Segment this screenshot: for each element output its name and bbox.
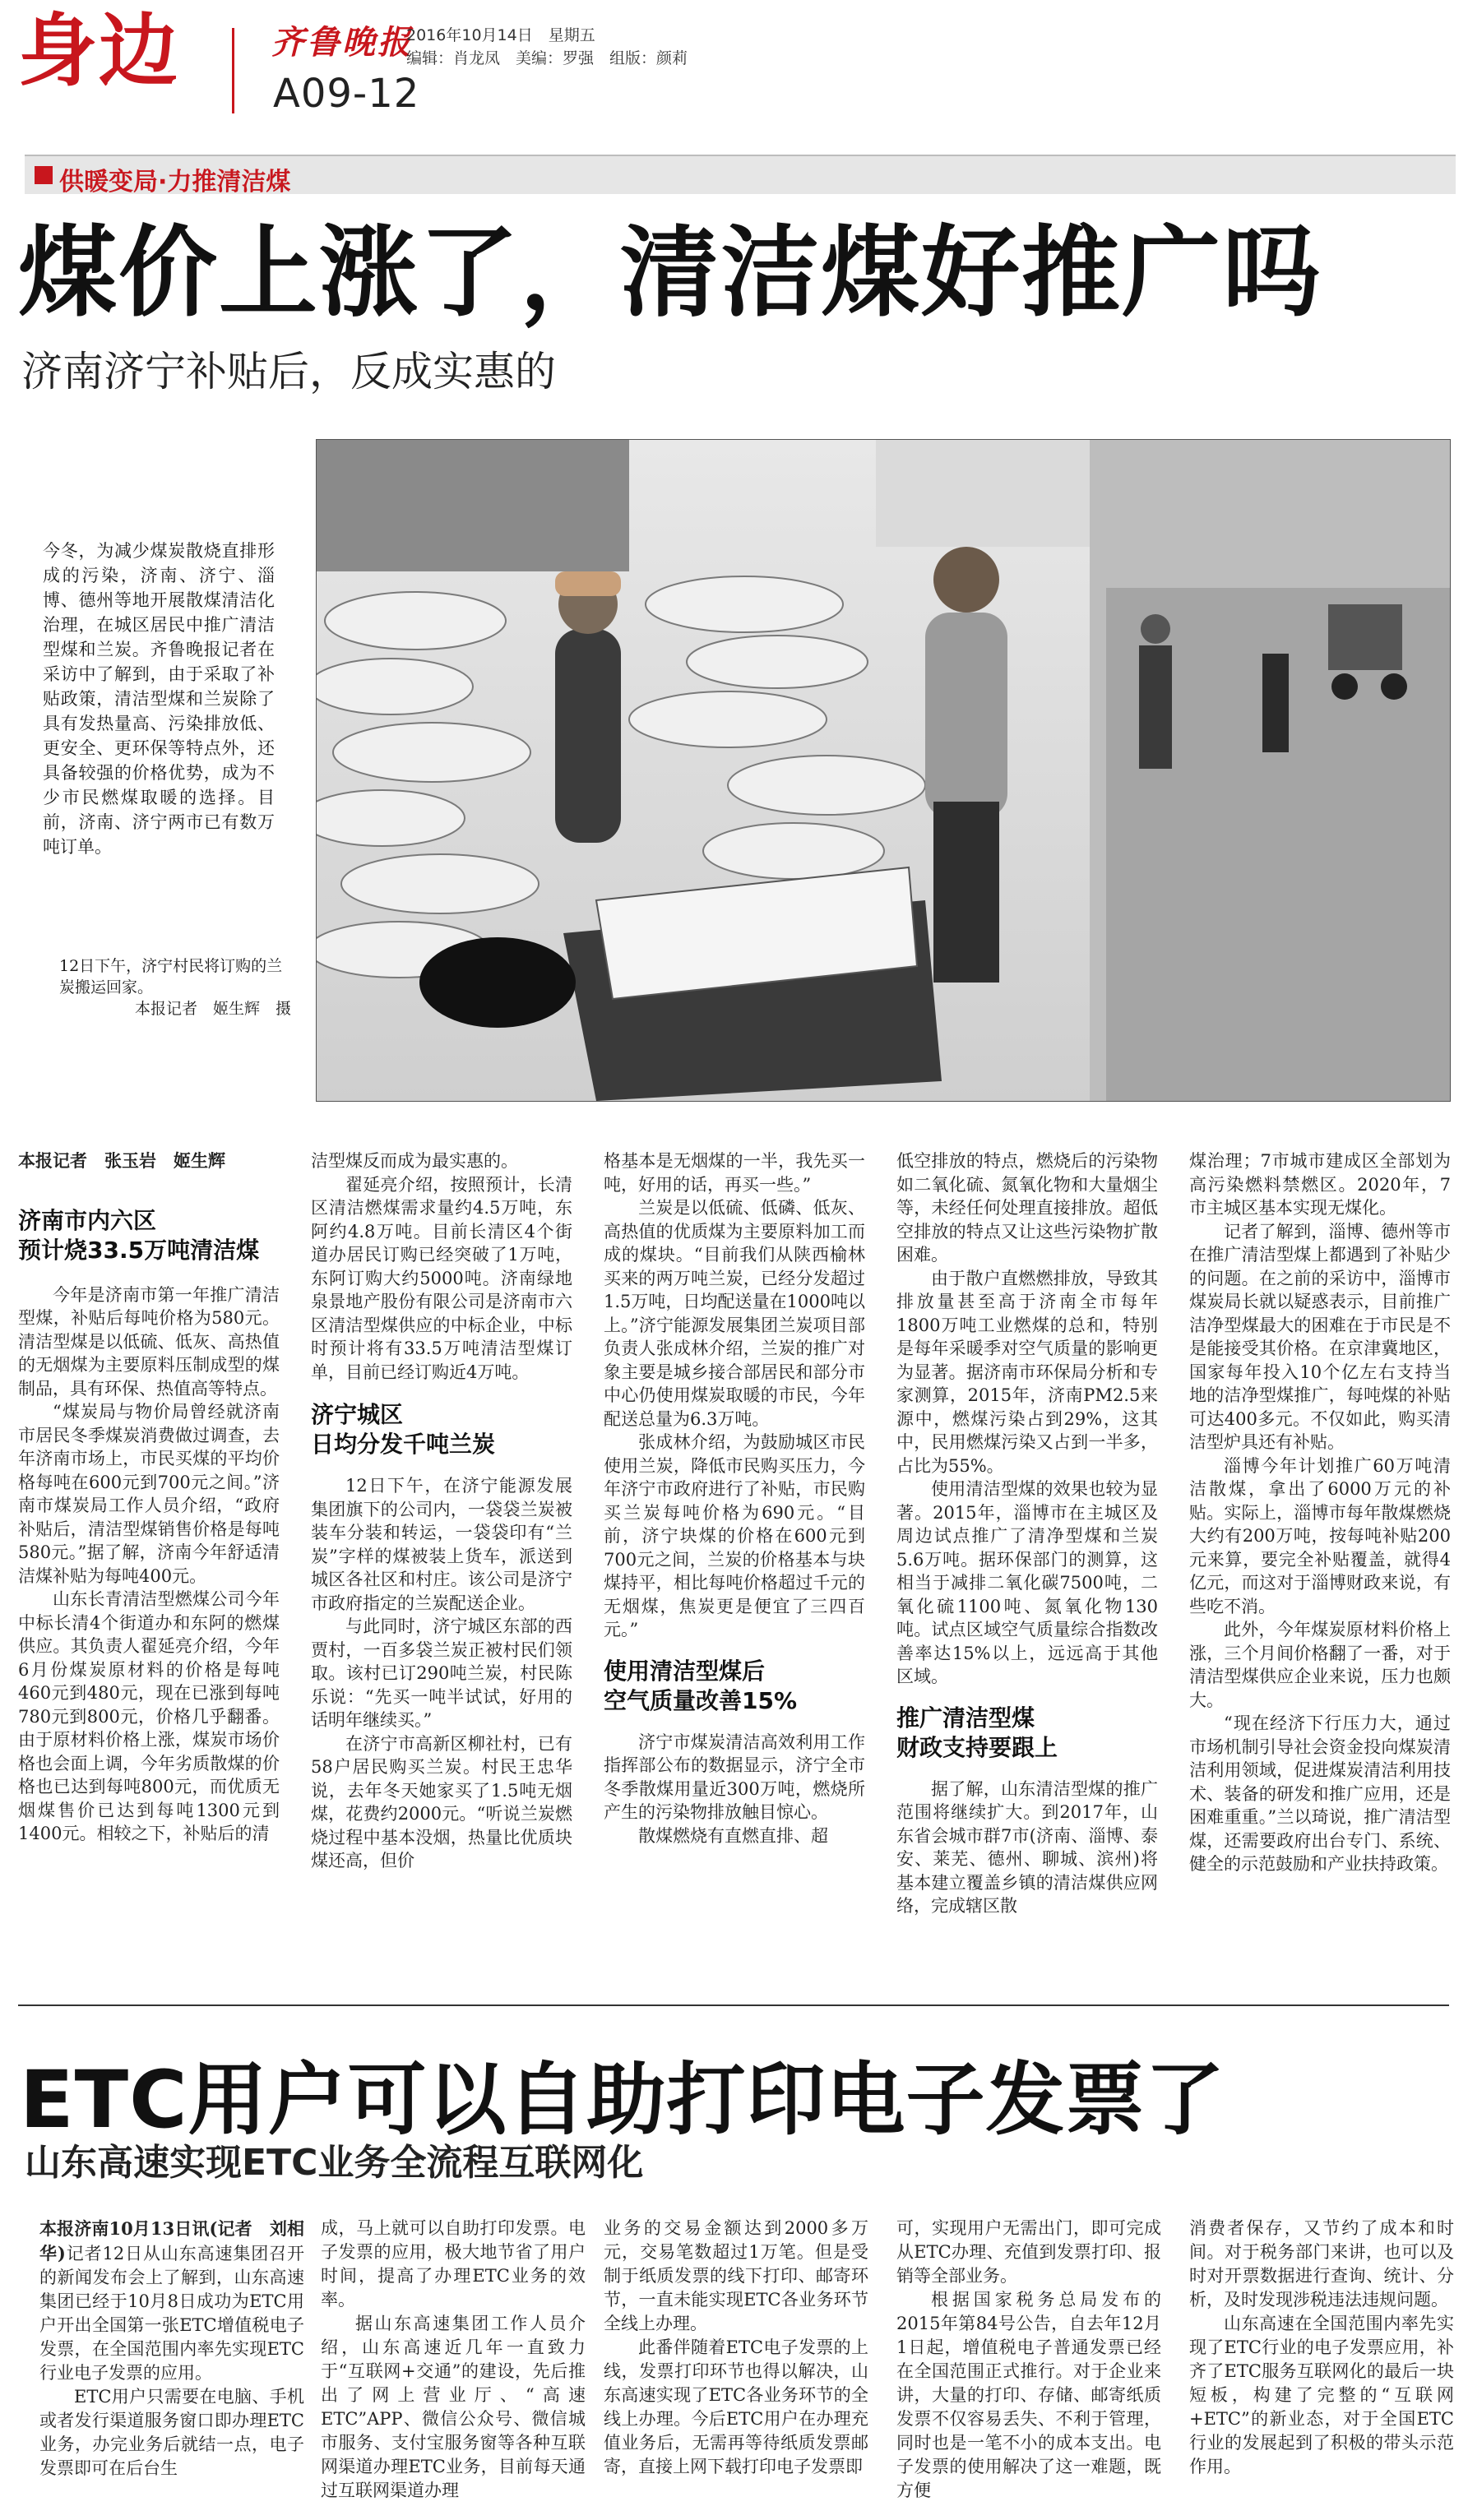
paragraph: 成，马上就可以自助打印发票。电子发票的应用，极大地节省了用户时间，提高了办理ETC业务的效率。 — [321, 2218, 586, 2310]
article2-column-3 — [604, 2217, 868, 2479]
paragraph: 由于散户直燃燃排放，导致其排放量甚至高于济南全市每年1800万吨工业燃煤的总和，特别是每年采暖季对空气质量的影响更为显著。据济南市环保局分析和专家测算，2015年，济南PM2.5来源中，燃煤污染占到29%，这其中，民用燃煤污染又占到一半多，占比为55%。 — [896, 1268, 1158, 1476]
paragraph: 兰炭是以低硫、低磷、低灰、高热值的优质煤为主要原料加工而成的煤块。“目前我们从陕西榆林买来的两万吨兰炭，已经分发超过1.5万吨，日均配送量在1000吨以上。”济宁能源发展集团兰炭项目部负责人张成林介绍，兰炭的推广对象主要是城乡接合部居民和部分市中心仍使用煤炭取暖的市民，今年配送总量为6.3万吨。 — [604, 1198, 865, 1429]
masthead-divider — [232, 28, 234, 113]
article-subhead: 济南济宁补贴后，反成实惠的 — [21, 348, 556, 395]
paragraph: 今年是济南市第一年推广清洁型煤，补贴后每吨价格为580元。清洁型煤是以低硫、低灰、高热值的无烟煤为主要原料压制成型的煤制品，具有环保、热值高等特点。 — [18, 1284, 280, 1399]
paragraph: 在济宁市高新区柳社村，已有58户居民购买兰炭。村民王忠华说，去年冬天她家买了1.5吨无烟煤，花费约2000元。“听说兰炭燃烧过程中基本没烟，热量比优质块煤还高，但价 — [311, 1733, 572, 1870]
paragraph: ETC用户只需要在电脑、手机或者发行渠道服务窗口即办理ETC业务，办完业务后就结一点，电子发票即可在后台生 — [39, 2387, 304, 2478]
subheading-3b: 空气质量改善15% — [604, 1686, 798, 1714]
subheading-1a: 济南市内六区 — [18, 1206, 157, 1234]
paragraph: 根据国家税务总局发布的2015年第84号公告，自去年12月1日起，增值税电子普通发票已经在全国范围正式推行。对于企业来讲，大量的打印、存储、邮寄纸质发票不仅容易丢失、不利于管理，同时也是一笔不小的成本支出。电子发票的使用解决了这一难题，既方便 — [896, 2290, 1161, 2500]
article-intro: 今冬，为减少煤炭散烧直排形成的污染，济南、济宁、淄博、德州等地开展散煤清洁化治理，在城区居民中推广清洁型煤和兰炭。齐鲁晚报记者在采访中了解到，由于采取了补贴政策，清洁型煤和兰炭除了具有发热量高、污染排放低、更安全、更环保等特点外，还具备较强的价格优势，成为不少市民燃煤取暖的选择。目前，济南、济宁两市已有数万吨订单。 — [43, 541, 275, 857]
paragraph: 淄博今年计划推广60万吨清洁散煤，拿出了6000万元的补贴。实际上，淄博市每年散煤燃烧大约有200万吨，按每吨补贴200元来算，要完全补贴覆盖，就得4亿元，而这对于淄博财政来说，有些吃不消。 — [1189, 1455, 1451, 1616]
section-title: 身边 — [18, 5, 179, 97]
article-headline: 煤价上涨了，清洁煤好推广吗 — [18, 216, 1322, 331]
article2-subhead: 山东高速实现ETC业务全流程互联网化 — [25, 2142, 644, 2184]
date-line: 2016年10月14日 星期五 — [406, 26, 595, 44]
paragraph: 12日下午，在济宁能源发展集团旗下的公司内，一袋袋兰炭被装车分装和转运，一袋袋印有“兰炭”字样的煤被装上货车，派送到城区各社区和村庄。该公司是济宁市政府指定的兰炭配送企业。 — [311, 1476, 572, 1613]
article1-column-5 — [1189, 1149, 1451, 1876]
subheading-3a: 使用清洁型煤后 — [604, 1657, 766, 1685]
editors-line: 编辑：肖龙凤 美编：罗强 组版：颜莉 — [406, 49, 688, 67]
subheading-4b: 财政支持要跟上 — [896, 1733, 1058, 1761]
photo-credit: 本报记者 姬生辉 摄 — [134, 1000, 291, 1018]
article1-column-1 — [18, 1149, 280, 1846]
topic-square-icon — [35, 166, 53, 184]
subheading-1b: 预计烧33.5万吨清洁煤 — [18, 1236, 260, 1264]
caption-text: 12日下午，济宁村民将订购的兰炭搬运回家。 — [59, 957, 283, 996]
paragraph: “煤炭局与物价局曾经就济南市居民冬季煤炭消费做过调查，去年济南市场上，市民买煤的平均价格每吨在600元到700元之间。”济南市煤炭局工作人员介绍，“政府补贴后，清洁型煤销售价格是每吨580元。”据了解，济南今年舒适清洁煤补贴为每吨400元。 — [18, 1402, 280, 1586]
subheading-2b: 日均分发千吨兰炭 — [311, 1431, 496, 1458]
paragraph: 格基本是无烟煤的一半，我先买一吨，好用的话，再买一些。” — [604, 1151, 865, 1195]
subheading-4a: 推广清洁型煤 — [896, 1704, 1035, 1732]
paragraph: 低空排放的特点，燃烧后的污染物如二氧化硫、氮氧化物和大量烟尘等，未经任何处理直接排放。超低空排放的特点又让这些污染物扩散困难。 — [896, 1151, 1158, 1265]
topic-label: 供暖变局·力推清洁煤 — [59, 168, 291, 197]
paragraph: 洁型煤反而成为最实惠的。 — [311, 1151, 518, 1171]
paragraph: 山东长青清洁型燃煤公司今年中标长清4个街道办和东阿的燃煤供应。其负责人翟延亮介绍，今年6月份煤炭原材料的价格是每吨460元到480元，现在已涨到每吨780元到800元，价格几乎翻番。由于原材料价格上涨，煤炭市场价格也会面上调，今年劣质散煤的价格也已达到每吨800元，而优质无烟煤售价已达到每吨1300元到1400元。相较之下，补贴后的清 — [18, 1589, 280, 1843]
paragraph: 散煤燃烧有直燃直排、超 — [638, 1825, 828, 1846]
topic-bar — [25, 155, 1456, 197]
paragraph: 据了解，山东清洁型煤的推广范围将继续扩大。到2017年，山东省会城市群7市(济南、淄博、泰安、莱芜、德州、聊城、滨州)将基本建立覆盖乡镇的清洁煤供应网络，完成辖区散 — [896, 1778, 1158, 1916]
article1-column-4 — [896, 1149, 1158, 1918]
subheading-2a: 济宁城区 — [311, 1401, 404, 1428]
paragraph: 煤治理；7市城市建成区全部划为高污染燃料禁燃区。2020年，7市主城区基本实现无煤化。 — [1189, 1151, 1451, 1218]
newspaper-name: 齐鲁晚报 — [271, 23, 413, 62]
photo-caption — [59, 955, 291, 1020]
article2-headline: ETC用户可以自助打印电子发票了 — [20, 2054, 1225, 2146]
paragraph: 消费者保存，又节约了成本和时间。对于税务部门来讲，也可以及时对开票数据进行查询、统计、分析，及时发现涉税违法违规问题。 — [1189, 2218, 1454, 2310]
paragraph: “现在经济下行压力大，通过市场机制引导社会资金投向煤炭清洁利用领域，促进煤炭清洁利用技术、装备的研发和推广应用，还是困难重重。”兰以琦说，推广清洁型煤，还需要政府出台专门、系统、健全的示范鼓励和产业扶持政策。 — [1189, 1713, 1451, 1874]
paragraph: 据山东高速集团工作人员介绍，山东高速近几年一直致力于“互联网+交通”的建设，先后推出了网上营业厅、“高速ETC”APP、微信公众号、微信城市服务、支付宝服务窗等各种互联网渠道办理ETC业务，目前每天通过互联网渠道办理 — [321, 2314, 586, 2500]
paragraph: 记者了解到，淄博、德州等市在推广清洁型煤上都遇到了补贴少的问题。在之前的采访中，淄博市煤炭局长就以疑惑表示，目前推广洁净型煤最大的困难在于市民是不是能接受其价格。在京津冀地区，国家每年投入10个亿左右支持当地的洁净型煤推广，每吨煤的补贴可达400多元。不仅如此，购买清洁型炉具还有补贴。 — [1189, 1221, 1451, 1452]
paragraph: 业务的交易金额达到2000多万元，交易笔数超过1万笔。但是受制于纸质发票的线下打印、邮寄环节，一直未能实现ETC各业务环节全线上办理。 — [604, 2218, 868, 2333]
paragraph: 张成林介绍，为鼓励城区市民使用兰炭，降低市民购买压力，今年济宁市政府进行了补贴，市民购买兰炭每吨价格为690元。“目前，济宁块煤的价格在600元到700元之间，兰炭的价格基本与块煤持平，相比每吨价格超过千元的无烟煤，焦炭更是便宜了三四百元。” — [604, 1432, 865, 1639]
article2-column-5 — [1189, 2217, 1454, 2479]
article2-column-2 — [321, 2217, 586, 2503]
news-photo — [316, 439, 1451, 1102]
paragraph: 翟延亮介绍，按照预计，长清区清洁燃煤需求量约4.5万吨，东阿约4.8万吨。目前长清区4个街道办居民订购已经突破了1万吨，东阿订购大约5000吨。济南绿地泉景地产股份有限公司是济南市六区清洁型煤供应的中标企业，中标时预计将有33.5万吨清洁型煤订单，目前已经订购近4万吨。 — [311, 1174, 572, 1382]
byline: 本报记者 张玉岩 姬生辉 — [18, 1150, 225, 1171]
article-divider — [18, 2004, 1449, 2006]
paragraph: 此外，今年煤炭原材料价格上涨，三个月间价格翻了一番，对于清洁型煤供应企业来说，压力也颇大。 — [1189, 1620, 1451, 1710]
article1-column-2 — [311, 1149, 572, 1873]
dateline: 本报济南10月13日讯(记者 刘相华) — [39, 2218, 304, 2263]
paragraph: 此番伴随着ETC电子发票的上线，发票打印环节也得以解决，山东高速实现了ETC各业务环节的全线上办理。今后ETC用户在办理充值业务后，无需再等待纸质发票邮寄，直接上网下载打印电子发票即 — [604, 2337, 868, 2476]
article2-column-4 — [896, 2217, 1161, 2503]
page-number: A09-12 — [273, 71, 420, 117]
article2-column-1 — [39, 2217, 304, 2481]
paragraph: 山东高速在全国范围内率先实现了ETC行业的电子发票应用，补齐了ETC服务互联网化的最后一块短板，构建了完整的“互联网+ETC”的新业态，对于全国ETC行业的发展起到了积极的带头示范作用。 — [1189, 2314, 1454, 2476]
paragraph: 与此同时，济宁城区东部的西贾村，一百多袋兰炭正被村民们领取。该村已订290吨兰炭，村民陈乐说：“先买一吨半试试，好用的话明年继续买。” — [311, 1616, 572, 1730]
paragraph: 可，实现用户无需出门，即可完成从ETC办理、充值到发票打印、报销等全部业务。 — [896, 2218, 1161, 2286]
paragraph: 记者12日从山东高速集团召开的新闻发布会上了解到，山东高速集团已经于10月8日成功为ETC用户开出全国第一张ETC增值税电子发票，在全国范围内率先实现ETC行业电子发票的应用。 — [39, 2244, 304, 2383]
paragraph: 使用清洁型煤的效果也较为显著。2015年，淄博市在主城区及周边试点推广了清净型煤和兰炭5.6万吨。据环保部门的测算，这相当于减排二氧化碳7500吨，二氧化硫1100吨、氮氧化物130吨。试点区域空气质量综合指数改善率达15%以上，远远高于其他区域。 — [896, 1479, 1158, 1686]
paragraph: 济宁市煤炭清洁高效利用工作指挥部公布的数据显示，济宁全市冬季散煤用量近300万吨，燃烧所产生的污染物排放触目惊心。 — [604, 1732, 865, 1822]
article1-column-3 — [604, 1149, 865, 1847]
